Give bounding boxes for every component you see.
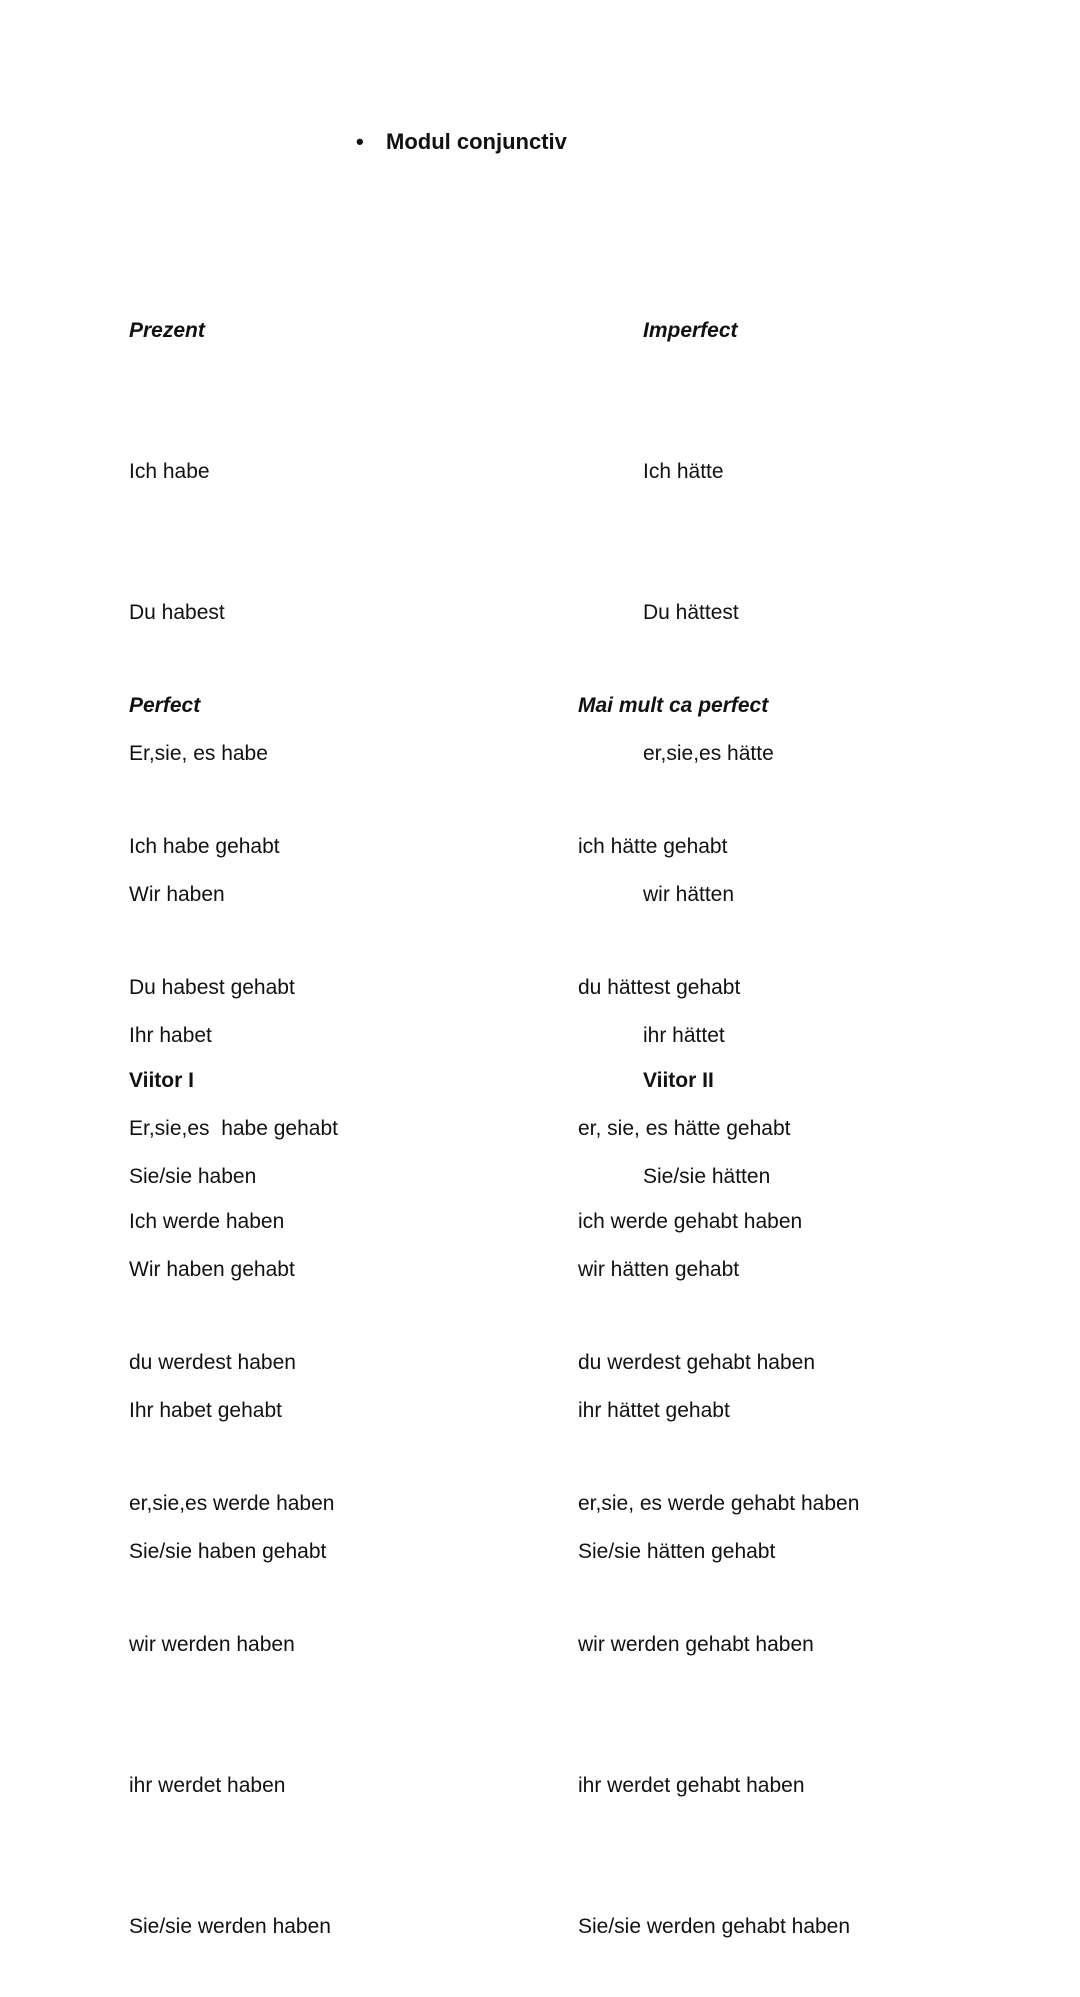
conjugation-line: Ich hätte bbox=[643, 460, 724, 483]
conjugation-line: wir hätten bbox=[643, 883, 735, 906]
conjugation-line: ich werde gehabt haben bbox=[578, 1210, 803, 1233]
conjugation-line: Ihr habet gehabt bbox=[129, 1399, 282, 1422]
conjugation-line: Sie/sie hätten bbox=[643, 1165, 771, 1188]
conjugation-line: du werdest gehabt haben bbox=[578, 1351, 816, 1374]
conjugation-line: ich hätte gehabt bbox=[578, 835, 728, 858]
conjugation-line: Du habest gehabt bbox=[129, 976, 295, 999]
page-title-text: Modul conjunctiv bbox=[386, 129, 567, 154]
section-heading-prezent: Prezent bbox=[129, 319, 205, 342]
conjugation-line: er,sie,es hätte bbox=[643, 742, 774, 765]
section-heading-viitor-1: Viitor I bbox=[129, 1069, 194, 1092]
conjugation-line: Ich werde haben bbox=[129, 1210, 285, 1233]
conjugation-line: ihr werdet haben bbox=[129, 1774, 286, 1797]
conjugation-line: Er,sie,es habe gehabt bbox=[129, 1117, 338, 1140]
conjugation-line: er, sie, es hätte gehabt bbox=[578, 1117, 791, 1140]
conjugation-line: Sie/sie werden gehabt haben bbox=[578, 1915, 851, 1938]
conjugation-line: wir hätten gehabt bbox=[578, 1258, 740, 1281]
section-viitor-1 bbox=[129, 963, 334, 1997]
conjugation-line: du hättest gehabt bbox=[578, 976, 741, 999]
conjugation-line: Ihr habet bbox=[129, 1024, 212, 1047]
section-heading-mai-mult-ca-perfect: Mai mult ca perfect bbox=[578, 694, 769, 717]
conjugation-line: er,sie, es werde gehabt haben bbox=[578, 1492, 860, 1515]
conjugation-line: Du hättest bbox=[643, 601, 739, 624]
section-heading-imperfect: Imperfect bbox=[643, 319, 738, 342]
page-title bbox=[356, 128, 567, 156]
conjugation-line: ihr werdet gehabt haben bbox=[578, 1774, 805, 1797]
conjugation-line: Wir haben gehabt bbox=[129, 1258, 295, 1281]
conjugation-line: Er,sie, es habe bbox=[129, 742, 268, 765]
section-heading-perfect: Perfect bbox=[129, 694, 201, 717]
conjugation-line: Wir haben bbox=[129, 883, 225, 906]
conjugation-line: ihr hättet gehabt bbox=[578, 1399, 730, 1422]
conjugation-line: Sie/sie haben gehabt bbox=[129, 1540, 327, 1563]
conjugation-line: Sie/sie haben bbox=[129, 1165, 257, 1188]
conjugation-line: Ich habe bbox=[129, 460, 210, 483]
conjugation-line: du werdest haben bbox=[129, 1351, 296, 1374]
conjugation-line: ihr hättet bbox=[643, 1024, 725, 1047]
conjugation-line: er,sie,es werde haben bbox=[129, 1492, 335, 1515]
conjugation-line: Du habest bbox=[129, 601, 225, 624]
conjugation-line: Sie/sie hätten gehabt bbox=[578, 1540, 776, 1563]
section-viitor-2 bbox=[578, 963, 859, 1997]
conjugation-line: Ich habe gehabt bbox=[129, 835, 280, 858]
section-heading-viitor-2: Viitor II bbox=[643, 1069, 714, 1092]
conjugation-line: wir werden gehabt haben bbox=[578, 1633, 814, 1656]
conjugation-line: wir werden haben bbox=[129, 1633, 295, 1656]
conjugation-line: Sie/sie werden haben bbox=[129, 1915, 331, 1938]
bullet-icon: • bbox=[356, 129, 364, 154]
